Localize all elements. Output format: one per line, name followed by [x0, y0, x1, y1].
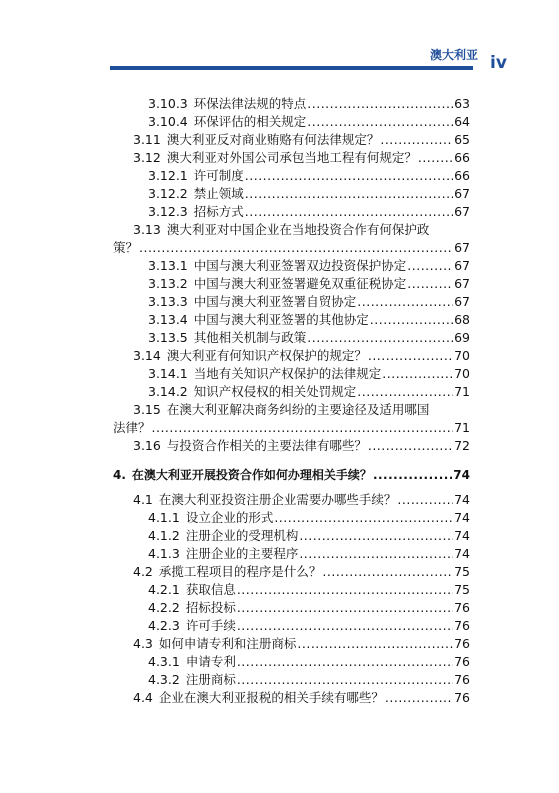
toc-entry[interactable]: [148, 382, 470, 401]
toc-entry-title: 许可手续: [185, 618, 236, 633]
toc-entry[interactable]: [148, 166, 470, 185]
toc-entry-number: 4.4: [133, 690, 153, 705]
toc-entry-page: 71: [454, 420, 470, 435]
toc-entry[interactable]: [148, 328, 470, 347]
toc-entry-number: 4.2.1: [148, 582, 180, 597]
toc-entry-page: 66: [454, 150, 470, 165]
toc-entry-page: 67: [454, 294, 470, 309]
toc-entry-page: 71: [454, 384, 470, 399]
toc-entry-title: 澳大利亚对外国公司承包当地工程有何规定？: [166, 150, 417, 165]
toc-entry-number: 3.13.3: [148, 294, 188, 309]
toc-entry-title: 招标投标: [185, 600, 236, 615]
toc-entry[interactable]: [148, 364, 470, 383]
toc-entry-title: 中国与澳大利亚签署避免双重征税协定: [193, 276, 407, 291]
toc-entry-title: 在澳大利亚开展投资合作如何办理相关手续？: [131, 468, 372, 482]
toc-entry-page: 75: [454, 582, 470, 597]
dot-leader: [407, 274, 453, 293]
toc-entry-page: 70: [454, 348, 470, 363]
toc-entry-page: 74: [454, 510, 470, 525]
toc-entry-number: 3.14.1: [148, 366, 188, 381]
toc-entry[interactable]: [148, 580, 470, 599]
dot-leader: [357, 292, 453, 311]
toc-entry-number: 3.14.2: [148, 384, 188, 399]
toc-entry-title: 在澳大利亚投资注册企业需要办哪些手续？: [158, 492, 397, 507]
toc-entry-number: 3.10.3: [148, 96, 188, 111]
page-number: iv: [490, 53, 507, 73]
toc-entry-title: 承揽工程项目的程序是什么？: [158, 564, 322, 579]
toc-entry-page: 69: [454, 330, 470, 345]
dot-leader: [245, 184, 453, 203]
toc-entry-title: 企业在澳大利亚报税的相关手续有哪些？: [158, 690, 384, 705]
toc-entry-page: 75: [454, 564, 470, 579]
toc-entry[interactable]: [148, 508, 470, 527]
dot-leader: [299, 544, 453, 563]
toc-entry-page: 67: [454, 204, 470, 219]
toc-entry-title: 策？: [113, 240, 139, 255]
toc-entry-page: 76: [454, 618, 470, 633]
toc-entry-page: 67: [454, 186, 470, 201]
toc-entry-page: 74: [454, 492, 470, 507]
toc-entry[interactable]: [133, 562, 470, 581]
toc-entry-number: 4.1.2: [148, 528, 180, 543]
toc-entry-number: 3.16: [133, 438, 161, 453]
toc-entry[interactable]: [148, 616, 470, 635]
toc-entry-page: 74: [454, 546, 470, 561]
dot-leader: [274, 508, 453, 527]
dot-leader: [307, 112, 453, 131]
toc-entry-number: 3.14: [133, 348, 161, 363]
toc-entry-title: 招标方式: [193, 204, 244, 219]
toc-entry-number: 3.13: [133, 222, 161, 237]
toc-entry[interactable]: [148, 94, 470, 113]
toc-entry-title: 中国与澳大利亚签署自贸协定: [193, 294, 357, 309]
dot-leader: [245, 202, 453, 221]
toc-entry-number: 3.15: [133, 402, 161, 417]
toc-entry-title: 注册企业的主要程序: [185, 546, 299, 561]
toc-entry-title: 与投资合作相关的主要法律有哪些？: [166, 438, 367, 453]
toc-entry-page: 67: [454, 258, 470, 273]
toc-entry-title: 环保法律法规的特点: [193, 96, 307, 111]
toc-entry-title: 知识产权侵权的相关处罚规定: [193, 384, 357, 399]
toc-entry[interactable]: [133, 688, 470, 707]
dot-leader: [397, 490, 453, 509]
toc-entry-number: 4.2.2: [148, 600, 180, 615]
toc-entry-title: 在澳大利亚解决商务纠纷的主要途径及适用哪国: [166, 402, 430, 417]
toc-entry[interactable]: [133, 346, 470, 365]
dot-leader: [407, 256, 453, 275]
dot-leader: [237, 580, 453, 599]
toc-entry[interactable]: [133, 490, 470, 509]
toc-entry[interactable]: [148, 184, 470, 203]
dot-leader: [299, 526, 453, 545]
dot-leader: [322, 562, 453, 581]
toc-entry-title: 法律？: [113, 420, 151, 435]
toc-entry-page: 76: [454, 690, 470, 705]
toc-entry-page: 76: [454, 672, 470, 687]
toc-entry[interactable]: [148, 526, 470, 545]
toc-entry-number: 4.2.3: [148, 618, 180, 633]
toc-entry[interactable]: [148, 652, 470, 671]
toc-entry-number: 4.1.1: [148, 510, 180, 525]
toc-entry[interactable]: [148, 292, 470, 311]
toc-entry-title: 澳大利亚反对商业贿赂有何法律规定？: [166, 132, 380, 147]
toc-entry-page: 76: [454, 654, 470, 669]
toc-entry[interactable]: [113, 466, 470, 485]
toc-entry-page: 67: [454, 240, 470, 255]
toc-entry-page: 72: [454, 438, 470, 453]
dot-leader: [297, 634, 453, 653]
toc-entry[interactable]: [133, 220, 470, 239]
dot-leader: [418, 148, 453, 167]
toc-entry[interactable]: [133, 400, 470, 419]
toc-entry-number: 3.13.2: [148, 276, 188, 291]
toc-entry[interactable]: [133, 148, 470, 167]
toc-entry-number: 3.13.5: [148, 330, 188, 345]
toc-entry-number: 4.3.1: [148, 654, 180, 669]
dot-leader: [368, 436, 453, 455]
toc-entry[interactable]: [148, 310, 470, 329]
toc-entry-page: 76: [454, 636, 470, 651]
toc-entry-number: 3.13.4: [148, 312, 188, 327]
dot-leader: [139, 238, 453, 257]
toc-entry-number: 3.13.1: [148, 258, 188, 273]
toc-entry-title: 禁止领域: [193, 186, 244, 201]
toc-entry[interactable]: [133, 634, 470, 653]
toc-entry-number: 4.: [113, 468, 126, 482]
toc-entry[interactable]: [148, 274, 470, 293]
toc-entry-title: 环保评估的相关规定: [193, 114, 307, 129]
toc-entry-title: 中国与澳大利亚签署的其他协定: [193, 312, 369, 327]
toc-entry[interactable]: [113, 238, 470, 257]
toc-entry-number: 3.12.1: [148, 168, 188, 183]
toc-entry-page: 76: [454, 600, 470, 615]
toc-entry[interactable]: [148, 544, 470, 563]
toc-entry-number: 4.1: [133, 492, 153, 507]
toc-entry-title: 申请专利: [185, 654, 236, 669]
toc-entry-page: 66: [454, 168, 470, 183]
toc-entry-number: 3.10.4: [148, 114, 188, 129]
toc-entry[interactable]: [133, 436, 470, 455]
header-title: 澳大利亚: [430, 48, 479, 62]
dot-leader: [307, 328, 453, 347]
toc-entry-page: 67: [454, 276, 470, 291]
toc-entry-number: 4.2: [133, 564, 153, 579]
dot-leader: [237, 616, 453, 635]
dot-leader: [357, 382, 453, 401]
toc-entry-title: 注册商标: [185, 672, 236, 687]
dot-leader: [370, 310, 453, 329]
toc-entry-page: 68: [454, 312, 470, 327]
dot-leader: [380, 130, 453, 149]
dot-leader: [373, 466, 452, 485]
toc-entry-page: 70: [454, 366, 470, 381]
toc-entry[interactable]: [148, 256, 470, 275]
toc-entry[interactable]: [148, 202, 470, 221]
toc-entry-title: 获取信息: [185, 582, 236, 597]
toc-entry[interactable]: [148, 112, 470, 131]
toc-entry[interactable]: [113, 418, 470, 437]
toc-entry-title: 澳大利亚有何知识产权保护的规定？: [166, 348, 367, 363]
toc-entry-number: 4.3: [133, 636, 153, 651]
toc-entry[interactable]: [133, 130, 470, 149]
dot-leader: [385, 688, 453, 707]
toc-entry-title: 其他相关机制与政策: [193, 330, 307, 345]
dot-leader: [368, 346, 453, 365]
toc-entry-number: 3.12.2: [148, 186, 188, 201]
toc-entry-title: 设立企业的形式: [185, 510, 274, 525]
toc-entry-title: 当地有关知识产权保护的法律规定: [193, 366, 382, 381]
dot-leader: [152, 418, 454, 437]
dot-leader: [382, 364, 453, 383]
toc-entry-page: 74: [454, 528, 470, 543]
toc-entry-number: 3.12: [133, 150, 161, 165]
toc-entry-title: 许可制度: [193, 168, 244, 183]
dot-leader: [307, 94, 453, 113]
toc-entry-page: 65: [454, 132, 470, 147]
toc-entry[interactable]: [148, 670, 470, 689]
toc-entry-title: 如何申请专利和注册商标: [158, 636, 297, 651]
toc-entry-number: 4.3.2: [148, 672, 180, 687]
toc-entry-page: 74: [453, 468, 470, 482]
dot-leader: [245, 166, 453, 185]
toc-entry[interactable]: [148, 598, 470, 617]
toc-entry-title: 注册企业的受理机构: [185, 528, 299, 543]
dot-leader: [237, 652, 453, 671]
dot-leader: [237, 598, 453, 617]
dot-leader: [237, 670, 453, 689]
toc-entry-title: 中国与澳大利亚签署双边投资保护协定: [193, 258, 407, 273]
toc-entry-number: 4.1.3: [148, 546, 180, 561]
toc-entry-number: 3.11: [133, 132, 161, 147]
toc-entry-number: 3.12.3: [148, 204, 188, 219]
toc-entry-page: 64: [454, 114, 470, 129]
toc-entry-page: 63: [454, 96, 470, 111]
toc-entry-title: 澳大利亚对中国企业在当地投资合作有何保护政: [166, 222, 430, 237]
